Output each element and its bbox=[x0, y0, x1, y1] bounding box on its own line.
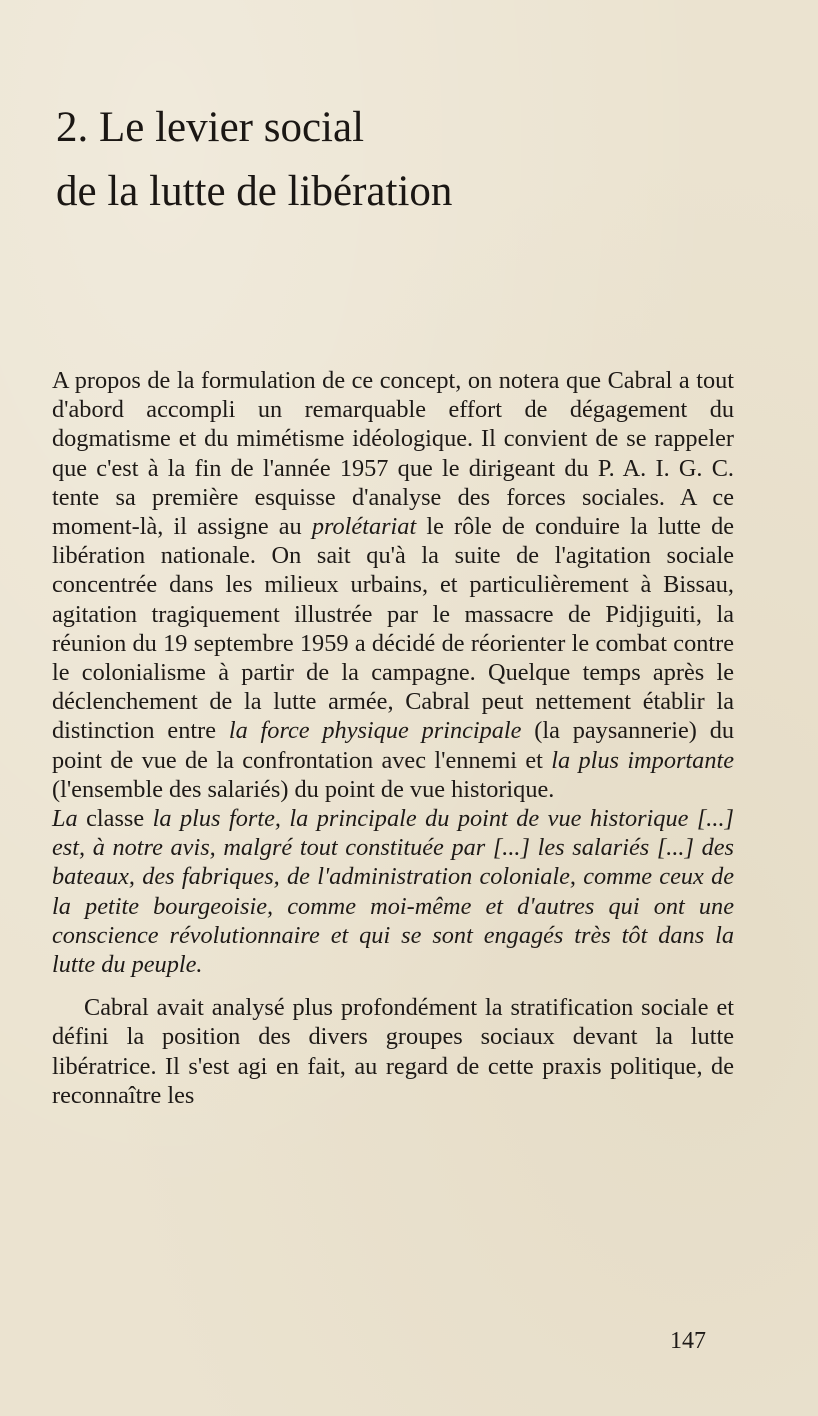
chapter-title-line-2: de la lutte de libération bbox=[56, 168, 453, 215]
emphasis-plus-importante: la plus importante bbox=[551, 746, 735, 774]
paragraph-2: Cabral avait analysé plus profondément la stratification sociale et défini la position des divers groupes sociaux devant la lutte libératrice. Il s'est agi en fait, au regard de cette praxis politique, de reconnaître les bbox=[52, 994, 734, 1109]
emphasis-proletariat: prolétariat bbox=[311, 513, 417, 541]
block-quote: La classe la plus forte, la principale du point de vue historique [...] est, à notre avis, malgré tout constituée par [...] les salariés [...] des bateaux, des fabriques, de l'administration coloniale, comme ceux de la petite bourgeoisie, comme moi-même et d'autres qui ont une conscience révolutionnaire et qui se sont engagés très tôt dans la lutte du peuple. bbox=[52, 805, 734, 979]
chapter-title bbox=[56, 96, 756, 224]
page-number: 147 bbox=[670, 1328, 706, 1354]
paragraph-1: A propos de la formulation de ce concept, on notera que Cabral a tout d'abord accompli un remarquable effort de dégagement du dogmatisme et du mimétisme idéologique. Il convient de se rappeler que c'est à la fin de l'année 1957 que le dirigeant du P. A. I. G. C. tente sa première esquisse d'analyse des forces sociales. A ce moment-là, il assigne au prolétariat le rôle de conduire la lutte de libération nationale. On sait qu'à la suite de l'agitation sociale concentrée dans les milieux urbains, et particulièrement à Bissau, agitation tragiquement illustrée par le massacre de Pidjiguiti, la réunion du 19 septembre 1959 a décidé de réorienter le combat contre le colonialisme à partir de la campagne. Quelque temps après le déclenchement de la lutte armée, Cabral peut nettement établir la distinction entre la force physique principale (la paysannerie) du point de vue de la confrontation avec l'ennemi et la plus importante (l'ensemble des salariés) du point de vue historique. bbox=[52, 367, 735, 803]
emphasis-force-physique: la force physique principale bbox=[228, 717, 522, 745]
chapter-title-line-1: 2. Le levier social bbox=[56, 104, 365, 151]
body-text bbox=[52, 366, 734, 1110]
